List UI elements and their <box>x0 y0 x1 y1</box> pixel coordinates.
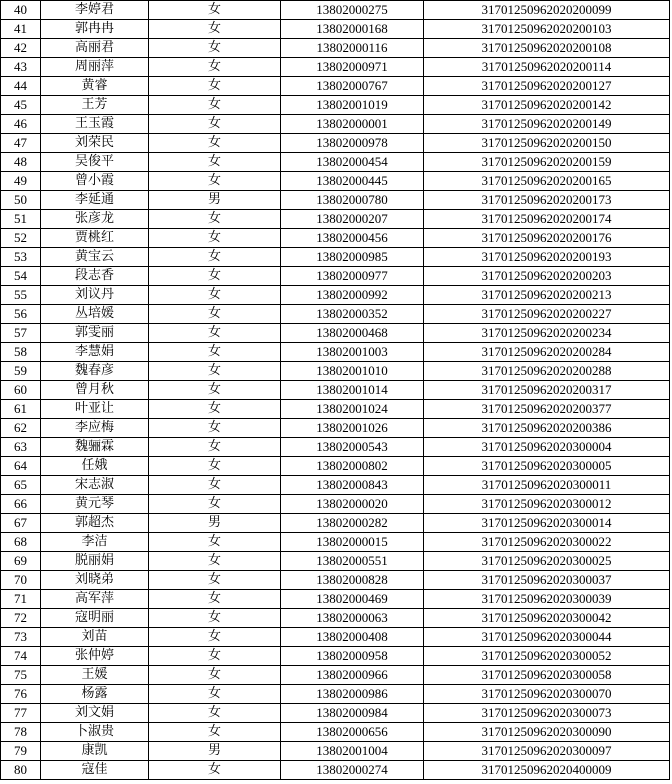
row-number-cell: 45 <box>1 96 41 115</box>
exam-id-cell: 31701250962020300070 <box>424 685 670 704</box>
row-number-cell: 40 <box>1 1 41 20</box>
phone-cell: 13802000551 <box>281 552 424 571</box>
gender-cell: 男 <box>149 514 281 533</box>
row-number-cell: 77 <box>1 704 41 723</box>
name-cell: 杨露 <box>41 685 149 704</box>
exam-id-cell: 31701250962020200142 <box>424 96 670 115</box>
table-row <box>1 77 670 96</box>
row-number-cell: 53 <box>1 248 41 267</box>
table-row <box>1 685 670 704</box>
gender-cell: 女 <box>149 476 281 495</box>
phone-cell: 13802000015 <box>281 533 424 552</box>
table-row <box>1 476 670 495</box>
exam-id-cell: 31701250962020300039 <box>424 590 670 609</box>
table-row <box>1 134 670 153</box>
table-row <box>1 495 670 514</box>
gender-cell: 女 <box>149 628 281 647</box>
name-cell: 刘苗 <box>41 628 149 647</box>
row-number-cell: 55 <box>1 286 41 305</box>
table-row <box>1 191 670 210</box>
table-row <box>1 362 670 381</box>
row-number-cell: 68 <box>1 533 41 552</box>
exam-id-cell: 31701250962020200165 <box>424 172 670 191</box>
exam-id-cell: 31701250962020300014 <box>424 514 670 533</box>
gender-cell: 女 <box>149 172 281 191</box>
name-cell: 周丽萍 <box>41 58 149 77</box>
table-row <box>1 590 670 609</box>
row-number-cell: 62 <box>1 419 41 438</box>
exam-id-cell: 31701250962020200173 <box>424 191 670 210</box>
name-cell: 王玉霞 <box>41 115 149 134</box>
phone-cell: 13802000958 <box>281 647 424 666</box>
gender-cell: 女 <box>149 400 281 419</box>
exam-id-cell: 31701250962020200234 <box>424 324 670 343</box>
gender-cell: 女 <box>149 666 281 685</box>
table-row <box>1 115 670 134</box>
table-row <box>1 20 670 39</box>
phone-cell: 13802000020 <box>281 495 424 514</box>
row-number-cell: 56 <box>1 305 41 324</box>
phone-cell: 13802001004 <box>281 742 424 761</box>
gender-cell: 女 <box>149 39 281 58</box>
table-row <box>1 210 670 229</box>
name-cell: 高丽君 <box>41 39 149 58</box>
exam-id-cell: 31701250962020300005 <box>424 457 670 476</box>
exam-id-cell: 31701250962020200103 <box>424 20 670 39</box>
name-cell: 卜淑贵 <box>41 723 149 742</box>
row-number-cell: 66 <box>1 495 41 514</box>
phone-cell: 13802000454 <box>281 153 424 172</box>
gender-cell: 女 <box>149 362 281 381</box>
gender-cell: 女 <box>149 571 281 590</box>
table-row <box>1 647 670 666</box>
row-number-cell: 60 <box>1 381 41 400</box>
exam-id-cell: 31701250962020300052 <box>424 647 670 666</box>
gender-cell: 女 <box>149 153 281 172</box>
table-row <box>1 533 670 552</box>
name-cell: 吴俊平 <box>41 153 149 172</box>
phone-cell: 13802001010 <box>281 362 424 381</box>
phone-cell: 13802000063 <box>281 609 424 628</box>
phone-cell: 13802000802 <box>281 457 424 476</box>
phone-cell: 13802000207 <box>281 210 424 229</box>
table-row <box>1 609 670 628</box>
name-cell: 郭超杰 <box>41 514 149 533</box>
gender-cell: 女 <box>149 552 281 571</box>
gender-cell: 女 <box>149 647 281 666</box>
row-number-cell: 61 <box>1 400 41 419</box>
exam-id-cell: 31701250962020200114 <box>424 58 670 77</box>
name-cell: 贾桃红 <box>41 229 149 248</box>
name-cell: 刘荣民 <box>41 134 149 153</box>
exam-id-cell: 31701250962020300012 <box>424 495 670 514</box>
exam-id-cell: 31701250962020300022 <box>424 533 670 552</box>
row-number-cell: 72 <box>1 609 41 628</box>
row-number-cell: 74 <box>1 647 41 666</box>
table-row <box>1 172 670 191</box>
exam-id-cell: 31701250962020300097 <box>424 742 670 761</box>
row-number-cell: 65 <box>1 476 41 495</box>
phone-cell: 13802000352 <box>281 305 424 324</box>
name-cell: 丛培媛 <box>41 305 149 324</box>
phone-cell: 13802000456 <box>281 229 424 248</box>
name-cell: 宋志淑 <box>41 476 149 495</box>
row-number-cell: 57 <box>1 324 41 343</box>
exam-id-cell: 31701250962020400009 <box>424 761 670 780</box>
row-number-cell: 51 <box>1 210 41 229</box>
name-cell: 黄元琴 <box>41 495 149 514</box>
gender-cell: 女 <box>149 343 281 362</box>
gender-cell: 女 <box>149 419 281 438</box>
exam-id-cell: 31701250962020200386 <box>424 419 670 438</box>
table-row <box>1 438 670 457</box>
table-row <box>1 704 670 723</box>
gender-cell: 女 <box>149 210 281 229</box>
gender-cell: 女 <box>149 590 281 609</box>
exam-id-cell: 31701250962020300090 <box>424 723 670 742</box>
gender-cell: 女 <box>149 229 281 248</box>
table-row <box>1 552 670 571</box>
name-cell: 任娥 <box>41 457 149 476</box>
table-row <box>1 628 670 647</box>
gender-cell: 女 <box>149 20 281 39</box>
gender-cell: 女 <box>149 704 281 723</box>
roster-table-body <box>1 1 670 780</box>
gender-cell: 女 <box>149 248 281 267</box>
gender-cell: 女 <box>149 305 281 324</box>
phone-cell: 13802000282 <box>281 514 424 533</box>
phone-cell: 13802000543 <box>281 438 424 457</box>
exam-id-cell: 31701250962020300058 <box>424 666 670 685</box>
table-row <box>1 267 670 286</box>
exam-id-cell: 31701250962020300025 <box>424 552 670 571</box>
name-cell: 张仲婷 <box>41 647 149 666</box>
phone-cell: 13802000843 <box>281 476 424 495</box>
gender-cell: 女 <box>149 381 281 400</box>
exam-id-cell: 31701250962020200317 <box>424 381 670 400</box>
gender-cell: 女 <box>149 761 281 780</box>
phone-cell: 13802000977 <box>281 267 424 286</box>
table-row <box>1 571 670 590</box>
table-row <box>1 514 670 533</box>
phone-cell: 13802000001 <box>281 115 424 134</box>
name-cell: 叶亚让 <box>41 400 149 419</box>
row-number-cell: 47 <box>1 134 41 153</box>
gender-cell: 女 <box>149 723 281 742</box>
gender-cell: 女 <box>149 457 281 476</box>
exam-id-cell: 31701250962020200288 <box>424 362 670 381</box>
name-cell: 曾月秋 <box>41 381 149 400</box>
exam-id-cell: 31701250962020200127 <box>424 77 670 96</box>
gender-cell: 女 <box>149 324 281 343</box>
exam-id-cell: 31701250962020200159 <box>424 153 670 172</box>
gender-cell: 女 <box>149 58 281 77</box>
table-row <box>1 153 670 172</box>
row-number-cell: 54 <box>1 267 41 286</box>
row-number-cell: 59 <box>1 362 41 381</box>
phone-cell: 13802000468 <box>281 324 424 343</box>
name-cell: 康凯 <box>41 742 149 761</box>
exam-id-cell: 31701250962020200149 <box>424 115 670 134</box>
name-cell: 郭冉冉 <box>41 20 149 39</box>
name-cell: 张彦龙 <box>41 210 149 229</box>
table-row <box>1 305 670 324</box>
row-number-cell: 69 <box>1 552 41 571</box>
table-row <box>1 229 670 248</box>
row-number-cell: 64 <box>1 457 41 476</box>
exam-id-cell: 31701250962020200377 <box>424 400 670 419</box>
name-cell: 刘议丹 <box>41 286 149 305</box>
phone-cell: 13802000116 <box>281 39 424 58</box>
name-cell: 脱丽娟 <box>41 552 149 571</box>
name-cell: 曾小霞 <box>41 172 149 191</box>
name-cell: 高军萍 <box>41 590 149 609</box>
phone-cell: 13802001019 <box>281 96 424 115</box>
gender-cell: 女 <box>149 438 281 457</box>
table-row <box>1 96 670 115</box>
exam-id-cell: 31701250962020300004 <box>424 438 670 457</box>
exam-id-cell: 31701250962020200193 <box>424 248 670 267</box>
table-row <box>1 248 670 267</box>
gender-cell: 女 <box>149 533 281 552</box>
row-number-cell: 44 <box>1 77 41 96</box>
row-number-cell: 67 <box>1 514 41 533</box>
table-row <box>1 723 670 742</box>
gender-cell: 男 <box>149 742 281 761</box>
phone-cell: 13802000986 <box>281 685 424 704</box>
gender-cell: 女 <box>149 115 281 134</box>
row-number-cell: 63 <box>1 438 41 457</box>
phone-cell: 13802001003 <box>281 343 424 362</box>
table-row <box>1 58 670 77</box>
phone-cell: 13802000656 <box>281 723 424 742</box>
name-cell: 黄宝云 <box>41 248 149 267</box>
table-row <box>1 343 670 362</box>
gender-cell: 女 <box>149 1 281 20</box>
name-cell: 魏春彦 <box>41 362 149 381</box>
gender-cell: 女 <box>149 77 281 96</box>
exam-id-cell: 31701250962020300044 <box>424 628 670 647</box>
exam-id-cell: 31701250962020200227 <box>424 305 670 324</box>
table-row <box>1 419 670 438</box>
name-cell: 王媛 <box>41 666 149 685</box>
name-cell: 李应梅 <box>41 419 149 438</box>
phone-cell: 13802000984 <box>281 704 424 723</box>
exam-id-cell: 31701250962020300042 <box>424 609 670 628</box>
phone-cell: 13802000274 <box>281 761 424 780</box>
row-number-cell: 46 <box>1 115 41 134</box>
exam-id-cell: 31701250962020200108 <box>424 39 670 58</box>
phone-cell: 13802000966 <box>281 666 424 685</box>
name-cell: 段志香 <box>41 267 149 286</box>
row-number-cell: 41 <box>1 20 41 39</box>
name-cell: 魏骊霖 <box>41 438 149 457</box>
phone-cell: 13802001026 <box>281 419 424 438</box>
table-row <box>1 39 670 58</box>
row-number-cell: 50 <box>1 191 41 210</box>
exam-id-cell: 31701250962020200150 <box>424 134 670 153</box>
row-number-cell: 70 <box>1 571 41 590</box>
gender-cell: 男 <box>149 191 281 210</box>
phone-cell: 13802000985 <box>281 248 424 267</box>
name-cell: 黄睿 <box>41 77 149 96</box>
phone-cell: 13802000275 <box>281 1 424 20</box>
row-number-cell: 48 <box>1 153 41 172</box>
phone-cell: 13802000828 <box>281 571 424 590</box>
exam-id-cell: 31701250962020200174 <box>424 210 670 229</box>
phone-cell: 13802000168 <box>281 20 424 39</box>
name-cell: 李婷君 <box>41 1 149 20</box>
row-number-cell: 52 <box>1 229 41 248</box>
row-number-cell: 76 <box>1 685 41 704</box>
row-number-cell: 42 <box>1 39 41 58</box>
phone-cell: 13802000469 <box>281 590 424 609</box>
exam-id-cell: 31701250962020300073 <box>424 704 670 723</box>
phone-cell: 13802000971 <box>281 58 424 77</box>
exam-id-cell: 31701250962020200203 <box>424 267 670 286</box>
row-number-cell: 75 <box>1 666 41 685</box>
exam-id-cell: 31701250962020300037 <box>424 571 670 590</box>
gender-cell: 女 <box>149 286 281 305</box>
table-row <box>1 286 670 305</box>
row-number-cell: 71 <box>1 590 41 609</box>
gender-cell: 女 <box>149 609 281 628</box>
name-cell: 寇明丽 <box>41 609 149 628</box>
table-row <box>1 400 670 419</box>
row-number-cell: 80 <box>1 761 41 780</box>
name-cell: 李延通 <box>41 191 149 210</box>
exam-id-cell: 31701250962020200099 <box>424 1 670 20</box>
phone-cell: 13802001014 <box>281 381 424 400</box>
name-cell: 李洁 <box>41 533 149 552</box>
exam-id-cell: 31701250962020200284 <box>424 343 670 362</box>
name-cell: 李慧娟 <box>41 343 149 362</box>
gender-cell: 女 <box>149 134 281 153</box>
name-cell: 郭雯丽 <box>41 324 149 343</box>
name-cell: 刘晓弟 <box>41 571 149 590</box>
name-cell: 王芳 <box>41 96 149 115</box>
table-row <box>1 457 670 476</box>
table-row <box>1 761 670 780</box>
phone-cell: 13802000992 <box>281 286 424 305</box>
row-number-cell: 79 <box>1 742 41 761</box>
row-number-cell: 58 <box>1 343 41 362</box>
table-row <box>1 666 670 685</box>
row-number-cell: 43 <box>1 58 41 77</box>
phone-cell: 13802000767 <box>281 77 424 96</box>
exam-id-cell: 31701250962020200213 <box>424 286 670 305</box>
gender-cell: 女 <box>149 267 281 286</box>
name-cell: 刘文娟 <box>41 704 149 723</box>
phone-cell: 13802000780 <box>281 191 424 210</box>
exam-id-cell: 31701250962020300011 <box>424 476 670 495</box>
row-number-cell: 78 <box>1 723 41 742</box>
table-row <box>1 324 670 343</box>
row-number-cell: 73 <box>1 628 41 647</box>
gender-cell: 女 <box>149 685 281 704</box>
table-row <box>1 742 670 761</box>
phone-cell: 13802000408 <box>281 628 424 647</box>
phone-cell: 13802001024 <box>281 400 424 419</box>
gender-cell: 女 <box>149 495 281 514</box>
gender-cell: 女 <box>149 96 281 115</box>
name-cell: 寇佳 <box>41 761 149 780</box>
table-row <box>1 1 670 20</box>
phone-cell: 13802000978 <box>281 134 424 153</box>
exam-id-cell: 31701250962020200176 <box>424 229 670 248</box>
row-number-cell: 49 <box>1 172 41 191</box>
table-row <box>1 381 670 400</box>
phone-cell: 13802000445 <box>281 172 424 191</box>
